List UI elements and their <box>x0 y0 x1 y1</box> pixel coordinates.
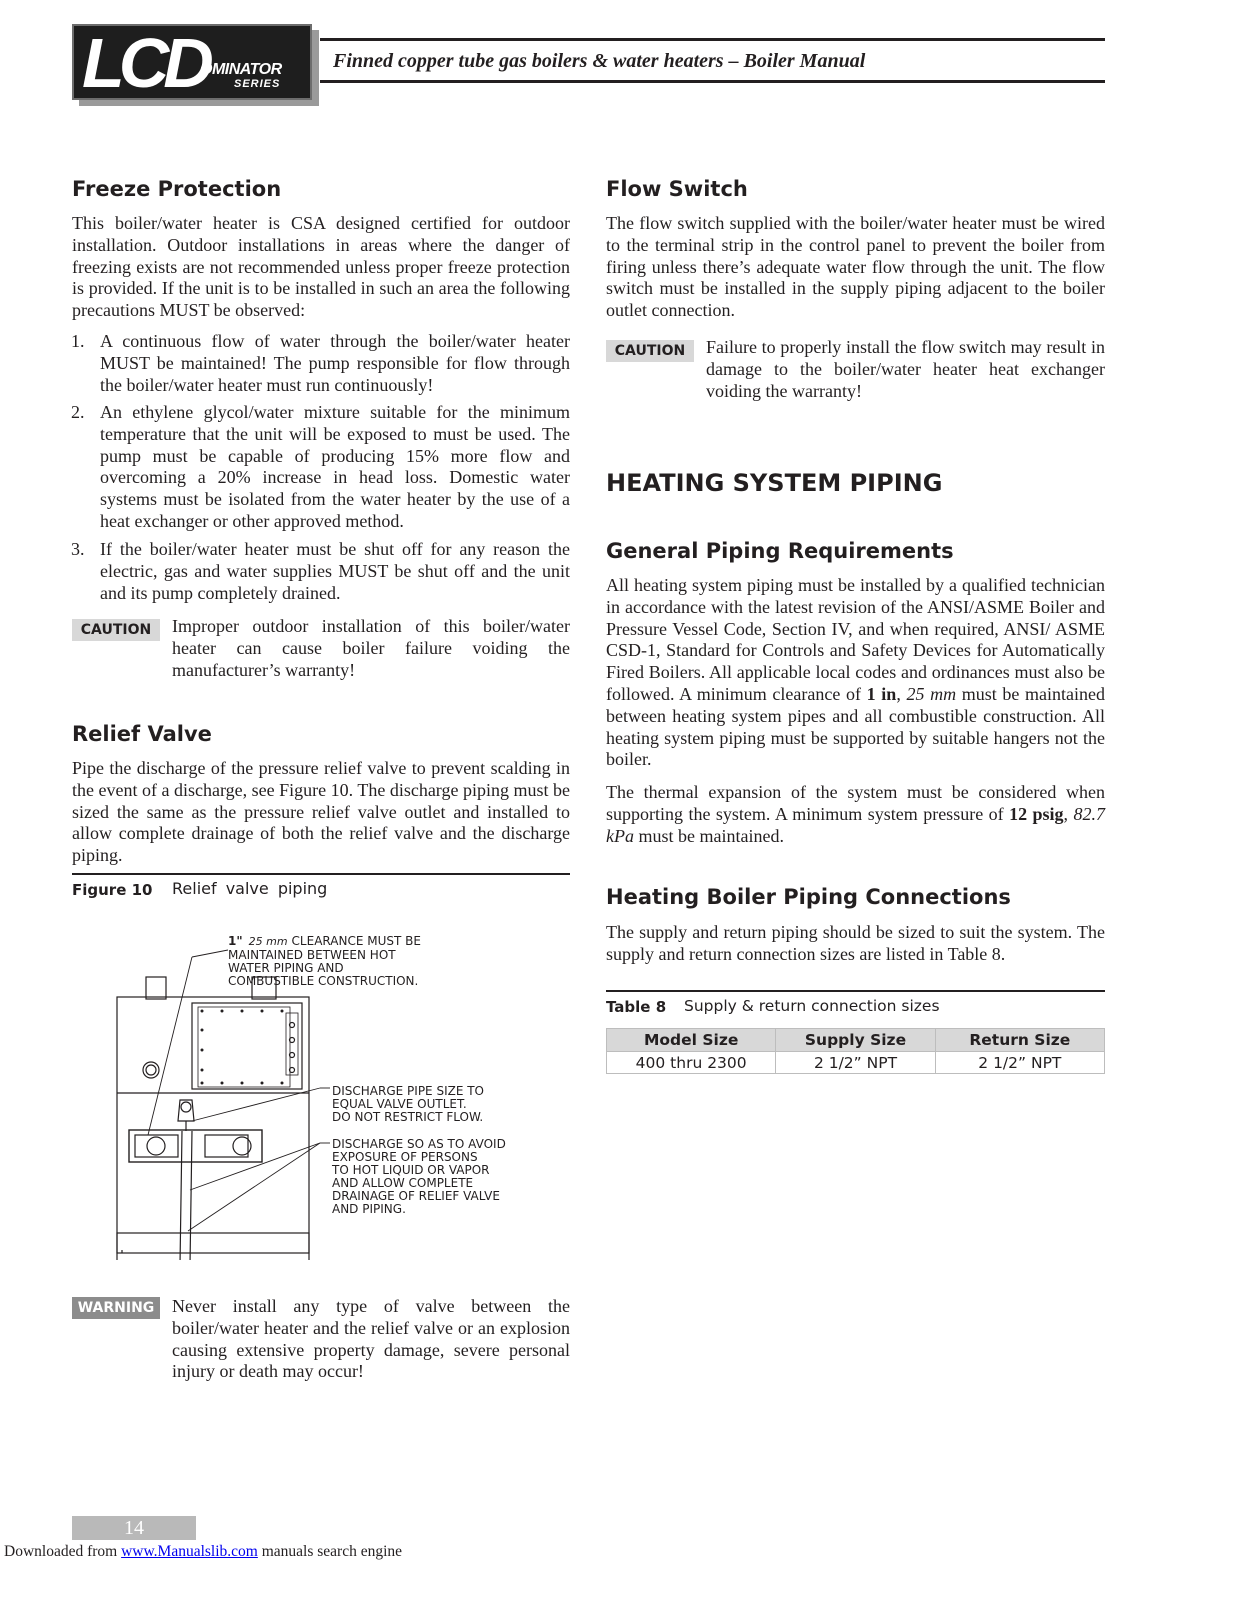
control-panel <box>192 1003 302 1089</box>
callout-text: WATER PIPING AND <box>228 961 344 975</box>
text-run: , <box>896 683 907 704</box>
list-number: 3. <box>71 539 85 559</box>
relief-valve-diagram <box>72 925 570 1260</box>
freeze-list-item <box>71 331 570 396</box>
discharge-pipe <box>180 1131 192 1260</box>
manual-title: Finned copper tube gas boilers & water heaters – Boiler Manual <box>333 50 866 72</box>
footer-prefix: Downloaded from <box>4 1543 122 1560</box>
callout-text: AND PIPING. <box>332 1202 406 1216</box>
table-cell: 2 1/2” NPT <box>776 1052 935 1074</box>
warning-badge: WARNING <box>72 1297 160 1319</box>
callout-text: DRAINAGE OF RELIEF VALVE <box>332 1189 500 1203</box>
clearance-metric: 25 mm <box>906 683 957 704</box>
table-row <box>607 1052 1105 1074</box>
freeze-protection-heading: Freeze Protection <box>72 177 282 201</box>
relief-valve <box>178 1100 194 1121</box>
piping-connections-heading: Heating Boiler Piping Connections <box>606 885 1011 909</box>
freeze-list-item <box>71 402 570 533</box>
callout-text: DISCHARGE SO AS TO AVOID <box>332 1137 506 1151</box>
relief-valve-heading: Relief Valve <box>72 722 212 746</box>
text-run: must be maintained. <box>633 825 784 846</box>
list-number: 1. <box>71 331 85 351</box>
callout-text: DO NOT RESTRICT FLOW. <box>332 1110 484 1124</box>
callout-text: TO HOT LIQUID OR VAPOR <box>332 1163 490 1177</box>
page-number: 14 <box>124 1517 144 1539</box>
top-connection-left <box>146 977 166 999</box>
pressure-value: 12 psig <box>1009 803 1064 824</box>
manualslib-link[interactable]: www.Manualslib.com <box>121 1543 258 1560</box>
callout-text: MAINTAINED BETWEEN HOT <box>228 948 396 962</box>
pressure-metric: 82.7 kPa <box>606 803 1105 846</box>
text-run: The thermal expansion of the system must be considered when supporting the system. A minimum system pressure of <box>606 782 1105 824</box>
table-caption: Supply & return connection sizes <box>684 997 940 1015</box>
callout-text: COMBUSTIBLE CONSTRUCTION. <box>228 974 419 988</box>
general-piping-paragraph <box>606 575 1105 771</box>
thermal-expansion-paragraph <box>606 782 1105 847</box>
figure-rule <box>72 873 570 875</box>
figure-caption: Relief valve piping <box>172 879 328 898</box>
column-header: Return Size <box>935 1029 1104 1052</box>
header-rule-bottom <box>320 80 1105 83</box>
caution-badge: CAUTION <box>606 340 694 362</box>
column-header: Model Size <box>607 1029 776 1052</box>
text-run: , <box>1063 803 1074 824</box>
brand-logo <box>72 24 312 100</box>
caution-badge: CAUTION <box>72 619 160 641</box>
boiler-cabinet <box>117 997 309 1260</box>
flow-caution-text: Failure to properly install the flow switch may result in damage to the boiler/water heater heat exchanger voiding the warranty! <box>706 337 1105 401</box>
boiler-base <box>117 1233 309 1253</box>
freeze-caution-text: Improper outdoor installation of this boiler/water heater can cause boiler failure voiding the manufacturer’s warranty! <box>172 616 570 680</box>
text-run: All heating system piping must be installed by a qualified technician in accordance with the latest revision of the ANSI/ASME Boiler and Pressure Vessel Code, Section IV, and when required, ANSI/ ASME CSD-1, Standard for Controls and Safety Devices for Automatically Fired Boilers. All applicable local codes and ordinances must also be followed. A minimum clearance of <box>606 575 1105 704</box>
table-cell: 400 thru 2300 <box>607 1052 776 1074</box>
table-cell: 2 1/2” NPT <box>935 1052 1104 1074</box>
table-header-row <box>607 1029 1105 1052</box>
piping-connections-paragraph: The supply and return piping should be sized to suit the system. The supply and return connection sizes are listed in Table 8. <box>606 922 1105 964</box>
table-rule <box>606 990 1105 992</box>
logo-sub-text: OMINATOR <box>200 61 282 78</box>
callout-size: 1" <box>228 934 243 948</box>
inlet-connection <box>147 1137 165 1155</box>
footer-suffix: manuals search engine <box>257 1543 403 1560</box>
text-run: must be maintained between heating system pipes and all combustible construction. All heating system piping must be supported by suitable hangers not the boiler. <box>606 683 1106 770</box>
figure-label: Figure 10 <box>72 881 153 899</box>
relief-valve-paragraph: Pipe the discharge of the pressure relief valve to prevent scalding in the event of a discharge, see Figure 10. The discharge piping must be sized the same as the pressure relief valve outlet and installed to allow complete drainage of both the relief valve and the discharge piping. <box>72 758 570 866</box>
callout-text: CLEARANCE MUST BE <box>291 934 421 948</box>
general-piping-heading: General Piping Requirements <box>606 539 954 563</box>
flow-switch-paragraph: The flow switch supplied with the boiler/water heater must be wired to the terminal strip in the control panel to prevent the boiler from firing unless there’s adequate water flow through the unit. The flow switch must be installed in the supply piping adjacent to the boiler outlet connection. <box>606 213 1105 321</box>
table-label: Table 8 <box>606 998 667 1016</box>
flow-switch-heading: Flow Switch <box>606 177 748 201</box>
callout-text: EXPOSURE OF PERSONS <box>332 1150 478 1164</box>
callout-text: EQUAL VALVE OUTLET. <box>332 1097 467 1111</box>
heating-system-piping-title: HEATING SYSTEM PIPING <box>606 469 943 497</box>
freeze-intro-paragraph: This boiler/water heater is CSA designed certified for outdoor installation. Outdoor installations in areas where the danger of freezing exists are not recommended unless proper freeze protection is provided. If the unit is to be installed in such an area the following precautions MUST be observed: <box>72 213 570 321</box>
connection-sizes-table <box>606 1028 1105 1074</box>
list-number: 2. <box>71 402 85 422</box>
list-item-text: An ethylene glycol/water mixture suitable for the minimum temperature that the unit will be exposed to must be used. The pump must be capable of producing 15% more flow and overcoming a 20% increase in head loss. Domestic water systems must be isolated from the water heater by the use of a heat exchanger or other approved method. <box>100 402 570 531</box>
download-footer <box>4 1542 402 1562</box>
warning-text: Never install any type of valve between the boiler/water heater and the relief valve or an explosion causing extensive property damage, severe personal injury or death may occur! <box>172 1296 570 1382</box>
header-rule-top <box>320 38 1105 41</box>
logo-main-text: LCD <box>82 24 208 100</box>
list-item-text: If the boiler/water heater must be shut off for any reason the electric, gas and water supplies MUST be shut off and the unit and its pump completely drained. <box>100 539 570 603</box>
callout-metric: 25 mm <box>248 935 288 948</box>
column-header: Supply Size <box>776 1029 935 1052</box>
svg-text:1"25 mmCLEARANCE MUST BE <box>228 934 421 948</box>
callout-text: AND ALLOW COMPLETE <box>332 1176 474 1190</box>
callout-text: DISCHARGE PIPE SIZE TO <box>332 1084 484 1098</box>
freeze-list-item <box>71 539 570 604</box>
clearance-value: 1 in <box>866 683 897 704</box>
logo-series-text: SERIES <box>234 78 281 90</box>
list-item-text: A continuous flow of water through the boiler/water heater MUST be maintained! The pump responsible for flow through the boiler/water heater must run continuously! <box>100 331 570 395</box>
